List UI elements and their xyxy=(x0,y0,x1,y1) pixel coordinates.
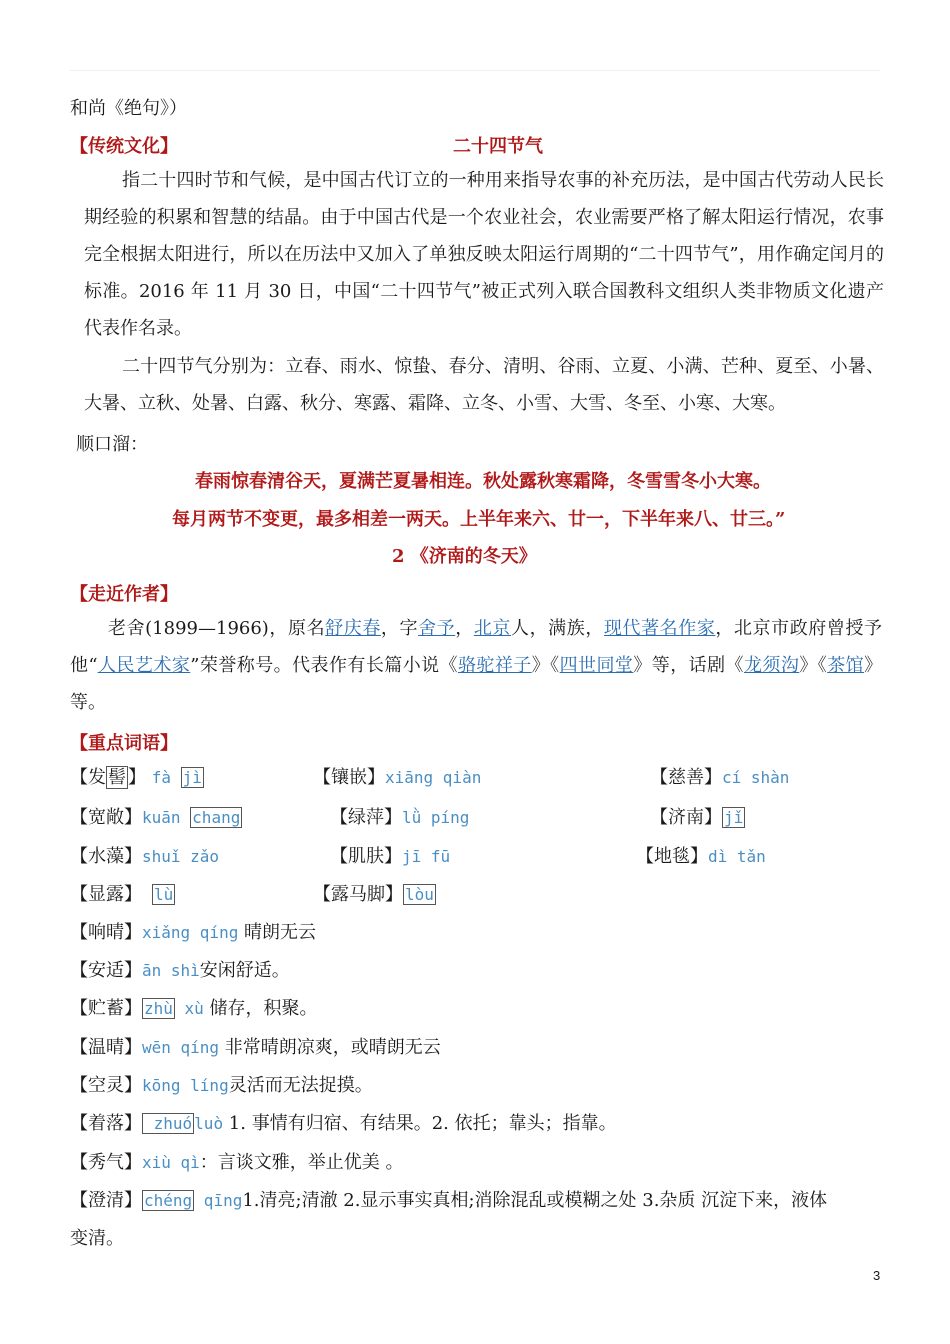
vocab-list-item xyxy=(70,1109,617,1139)
author-text: ，字 xyxy=(380,618,419,639)
vocab-meaning: 储存，积聚。 xyxy=(203,998,318,1019)
vocab-pinyin: lǜ píng xyxy=(402,808,470,827)
vocab-pinyin: xiù qì xyxy=(142,1153,200,1172)
author-link-writer[interactable]: 现代著名作家 xyxy=(603,618,716,639)
vocab-list-continuation: 变清。 xyxy=(70,1228,124,1249)
vocab-meaning: 1. 事情有归宿、有结果。2. 依托；靠头；指靠。 xyxy=(223,1113,617,1134)
vocab-grid-row xyxy=(70,763,204,793)
vocab-pinyin: fà xyxy=(151,768,181,787)
author-text: 》《 xyxy=(799,655,828,676)
author-text: ”荣誉称号。代表作有长篇小说《 xyxy=(190,655,458,676)
vocab-list-item xyxy=(70,994,318,1024)
vocab-list-item xyxy=(70,1186,827,1216)
vocab-pinyin: ān shì xyxy=(142,961,200,980)
vocab-word: 【地毯】 xyxy=(636,846,708,867)
vocab-pinyin: shuǐ zǎo xyxy=(142,847,220,866)
vocab-pinyin-boxed: jì xyxy=(182,768,202,787)
vocab-grid-cell xyxy=(70,803,242,833)
author-link-four-generations[interactable]: 四世同堂 xyxy=(559,655,634,676)
lesson-title: 2 《济南的冬天》 xyxy=(392,546,537,567)
vocab-meaning: 晴朗无云 xyxy=(238,922,317,943)
vocab-pinyin-boxed: zhù xyxy=(144,999,173,1018)
vocab-word: 【宽敞】 xyxy=(70,807,142,828)
vocab-pinyin: kuān xyxy=(142,808,191,827)
vocab-grid-cell xyxy=(650,763,789,793)
header-rule xyxy=(70,70,880,71)
author-text: 老舍(1899—1966)，原名 xyxy=(108,618,326,639)
author-link-rickshaw-boy[interactable]: 骆驼祥子 xyxy=(458,655,532,676)
vocab-word: 【温晴】 xyxy=(70,1037,142,1058)
vocab-pinyin: jī fū xyxy=(402,847,451,866)
vocab-grid-cell xyxy=(70,842,219,872)
author-link-name[interactable]: 舒庆春 xyxy=(325,618,381,639)
vocab-meaning: ：言谈文雅，举止优美 。 xyxy=(199,1152,404,1173)
author-link-teahouse[interactable]: 茶馆 xyxy=(827,655,865,676)
vocab-word: 【响晴】 xyxy=(70,922,142,943)
culture-paragraph-2: 二十四节气分别为：立春、雨水、惊蛰、春分、清明、谷雨、立夏、小满、芒种、夏至、小暑、大暑、立秋、处暑、白露、秋分、寒露、霜降、立冬、小雪、大雪、冬至、小寒、大寒。 xyxy=(84,356,884,414)
vocab-list-item xyxy=(70,918,316,948)
vocab-grid-cell xyxy=(70,880,175,910)
vocab-pinyin: xiāng qiàn xyxy=(385,768,482,787)
vocab-pinyin: wēn qíng xyxy=(142,1038,220,1057)
vocab-grid-cell xyxy=(313,763,481,793)
vocab-pinyin: xiǎng qíng xyxy=(142,923,239,942)
author-text: ， xyxy=(455,618,474,639)
vocab-word: 【秀气】 xyxy=(70,1152,142,1173)
author-link-peoples-artist[interactable]: 人民艺术家 xyxy=(97,655,191,676)
rhyme-line-1: 春雨惊春清谷天，夏满芒夏暑相连。秋处露秋寒霜降，冬雪雪冬小大寒。 xyxy=(195,471,771,492)
author-paragraph xyxy=(70,610,882,721)
vocab-word: 【肌肤】 xyxy=(330,846,402,867)
rhyme-label: 顺口溜： xyxy=(76,434,148,455)
culture-title: 二十四节气 xyxy=(453,136,543,157)
vocab-pinyin: qīng xyxy=(194,1191,243,1210)
vocab-pinyin-boxed: lù xyxy=(154,885,174,904)
vocab-grid-cell xyxy=(330,842,450,872)
vocab-pinyin-boxed: chang xyxy=(192,808,241,827)
vocab-pinyin: kōng líng xyxy=(142,1076,229,1095)
vocab-word: 【安适】 xyxy=(70,960,142,981)
vocab-word: 【绿萍】 xyxy=(330,807,402,828)
vocab-meaning: 非常晴朗凉爽，或晴朗无云 xyxy=(219,1037,441,1058)
author-text: 》等，话剧《 xyxy=(633,655,744,676)
vocab-pinyin: xù xyxy=(174,999,204,1018)
vocab-pinyin-boxed: chéng xyxy=(144,1191,193,1210)
vocab-word: 【显露】 xyxy=(70,884,142,905)
vocab-section-tag: 【重点词语】 xyxy=(70,733,178,754)
author-link-courtesy-name[interactable]: 舍予 xyxy=(418,618,456,639)
vocab-pinyin-boxed: zhuó xyxy=(144,1114,193,1133)
intro-line: 和尚《绝句》） xyxy=(70,98,187,119)
page-number: 3 xyxy=(873,1268,881,1283)
author-text: 人，满族， xyxy=(511,618,604,639)
author-link-dragon-beard-ditch[interactable]: 龙须沟 xyxy=(744,655,800,676)
vocab-word: 【澄清】 xyxy=(70,1190,142,1211)
author-text: 》等。 xyxy=(70,655,883,713)
rhyme-line-2: 每月两节不变更，最多相差一两天。上半年来六、廿一，下半年来八、廿三。” xyxy=(172,509,786,530)
author-link-beijing[interactable]: 北京 xyxy=(473,618,512,639)
vocab-meaning: 1.清亮;清澈 2.显示事实真相;消除混乱或模糊之处 3.杂质 沉淀下来，液体 xyxy=(242,1190,828,1211)
author-section-tag: 【走近作者】 xyxy=(70,584,178,605)
vocab-word: 【着落】 xyxy=(70,1113,142,1134)
vocab-pinyin: dì tǎn xyxy=(708,847,766,866)
culture-section-tag: 【传统文化】 xyxy=(70,136,178,157)
author-text: 》《 xyxy=(531,655,560,676)
vocab-word: 【露马脚】 xyxy=(313,884,403,905)
vocab-list-item xyxy=(70,956,290,986)
vocab-word: 【慈善】 xyxy=(650,767,722,788)
vocab-meaning: 安闲舒适。 xyxy=(199,960,290,981)
vocab-grid-cell xyxy=(650,803,745,833)
vocab-pinyin-boxed: jǐ xyxy=(724,808,744,827)
vocab-grid-cell xyxy=(636,842,766,872)
vocab-pinyin: cí shàn xyxy=(722,768,790,787)
vocab-grid-cell xyxy=(313,880,436,910)
vocab-word: 【镶嵌】 xyxy=(313,767,385,788)
vocab-grid-cell xyxy=(330,803,469,833)
vocab-word: 【空灵】 xyxy=(70,1075,142,1096)
culture-paragraph-1: 指二十四时节和气候，是中国古代订立的一种用来指导农事的补充历法，是中国古代劳动人民长期经验的积累和智慧的结晶。由于中国古代是一个农业社会，农业需要严格了解太阳运行情况，农事完全根据太阳进行，所以在历法中又加入了单独反映太阳运行周期的“二十四节气”，用作确定闰月的标准。2016 年 11 月 30 日，中国“二十四节气”被正式列入联合国教科文组织人类非物质文化遗产代表作名录。 xyxy=(84,170,884,339)
vocab-word: 【水藻】 xyxy=(70,846,142,867)
vocab-list-item xyxy=(70,1071,373,1101)
vocab-meaning: 灵活而无法捉摸。 xyxy=(228,1075,373,1096)
author-text: ，北京市政府曾授予他“ xyxy=(70,618,883,676)
vocab-pinyin-boxed: lòu xyxy=(405,885,434,904)
vocab-word: 【贮蓄】 xyxy=(70,998,142,1019)
vocab-word: 【发 髻 】 xyxy=(70,767,146,788)
vocab-list-item xyxy=(70,1148,404,1178)
vocab-pinyin: luò xyxy=(194,1114,224,1133)
vocab-word: 【济南】 xyxy=(650,807,722,828)
vocab-list-item xyxy=(70,1033,441,1063)
